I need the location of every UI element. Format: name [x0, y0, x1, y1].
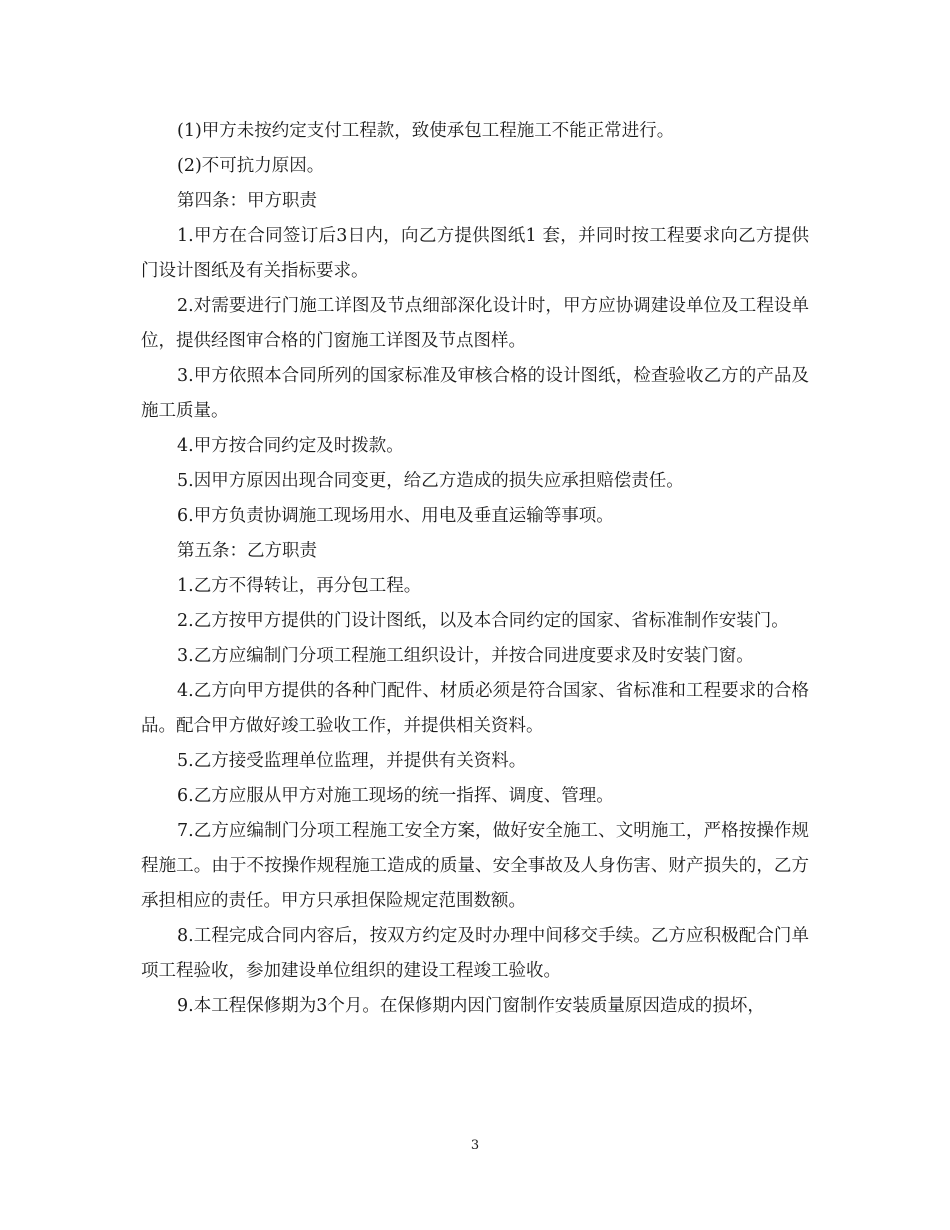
paragraph-11: 1.乙方不得转让，再分包工程。 [177, 576, 422, 596]
paragraph-1: (1)甲方未按约定支付工程款，致使承包工程施工不能正常进行。 [177, 121, 675, 141]
paragraph-14: 4.乙方向甲方提供的各种门配件、材质必须是符合国家、省标准和工程要求的合格品。配合甲方做好竣工验收工作，并提供相关资料。 [141, 681, 809, 736]
paragraph-18: 8.工程完成合同内容后，按双方约定及时办理中间移交手续。乙方应积极配合门单项工程验收，参加建设单位组织的建设工程竣工验收。 [141, 926, 809, 981]
paragraph-16: 6.乙方应服从甲方对施工现场的统一指挥、调度、管理。 [177, 786, 614, 806]
paragraph-7: 4.甲方按合同约定及时拨款。 [177, 436, 404, 456]
section-heading-article-4: 第四条：甲方职责 [177, 191, 317, 211]
paragraph-5: 2.对需要进行门施工详图及节点细部深化设计时，甲方应协调建设单位及工程设单位，提供经图审合格的门窗施工详图及节点图样。 [141, 296, 809, 351]
paragraph-13: 3.乙方应编制门分项工程施工组织设计，并按合同进度要求及时安装门窗。 [177, 646, 754, 666]
paragraph-15: 5.乙方接受监理单位监理，并提供有关资料。 [177, 751, 527, 771]
paragraph-12: 2.乙方按甲方提供的门设计图纸，以及本合同约定的国家、省标准制作安装门。 [177, 611, 789, 631]
paragraph-19: 9.本工程保修期为3个月。在保修期内因门窗制作安装质量原因造成的损坏， [177, 996, 765, 1016]
page-number: 3 [470, 1138, 480, 1153]
paragraph-17: 7.乙方应编制门分项工程施工安全方案，做好安全施工、文明施工，严格按操作规程施工。由于不按操作规程施工造成的质量、安全事故及人身伤害、财产损失的，乙方承担相应的责任。甲方只承担保险规定范围数额。 [141, 821, 809, 911]
paragraph-6: 3.甲方依照本合同所列的国家标准及审核合格的设计图纸，检查验收乙方的产品及施工质量。 [141, 366, 809, 421]
paragraph-4: 1.甲方在合同签订后3日内，向乙方提供图纸1 套，并同时按工程要求向乙方提供门设计图纸及有关指标要求。 [141, 226, 809, 281]
paragraph-8: 5.因甲方原因出现合同变更，给乙方造成的损失应承担赔偿责任。 [177, 471, 684, 491]
paragraph-2: (2)不可抗力原因。 [177, 156, 325, 176]
document-body [141, 114, 809, 1024]
section-heading-article-5: 第五条：乙方职责 [177, 541, 317, 561]
paragraph-9: 6.甲方负责协调施工现场用水、用电及垂直运输等事项。 [177, 506, 614, 526]
